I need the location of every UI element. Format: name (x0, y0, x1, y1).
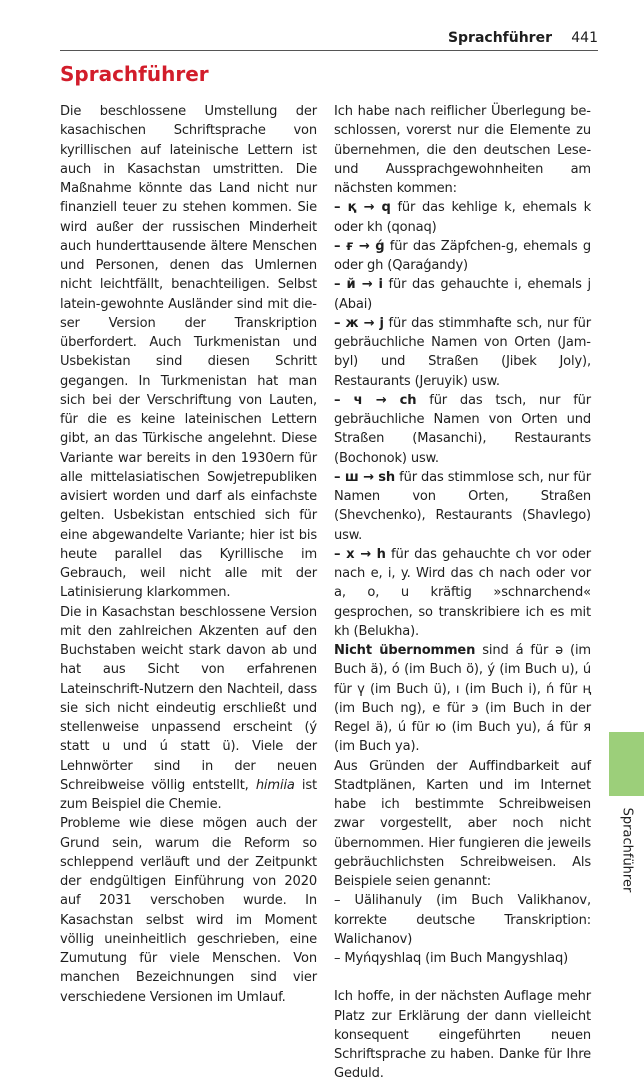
rule-mapping: – ч → ch (334, 392, 417, 408)
rule-text: für das gehauchte ch vor oder nach e, i, y. Wird das ch nach oder vor a, o, u kräftig »schnarchend« gesprochen, so transkribiere ich es mit kh (Belukha). (334, 546, 591, 639)
rule-mapping: – х → h (334, 546, 386, 562)
rule-mapping: – ш → sh (334, 469, 396, 485)
chapter-tab-marker (609, 732, 644, 796)
paragraph-reform-problems: Probleme wie diese mögen auch der Grund sein, warum die Reform so schleppend verläuft und der Zeitpunkt der endgültigen Einführung von 2020 auf 2031 verschoben wurde. In Kasachstan selbst wird im Moment völlig uneinheitlich geschrieben, eine Zumutung für viele Menschen. Von manchen Bezeichnungen sind vier verschiedene Versionen im Umlauf. (60, 816, 317, 1005)
paragraph-reasons: Aus Gründen der Auffindbarkeit auf Stadtplänen, Karten und im Internet habe ich bestimmte Schreibweisen zwar vorgestellt, aber noch nicht übernommen. Hier fungieren die jeweils gebräuchlichsten Schreibweisen. Als Beispiele seien genannt: (334, 758, 591, 889)
side-tab-label (609, 804, 644, 896)
side-tab-text: Sprachführer (619, 807, 634, 893)
rule-item (334, 468, 591, 545)
rule-item (334, 545, 591, 641)
rule-item (334, 275, 591, 314)
left-column (60, 102, 317, 1007)
paragraph-decision: Ich habe nach reiflicher Überlegung beschlossen, vorerst nur die Elemente zu übernehmen, die den deutschen Lese- und Aussprachgewohnheiten am nächsten kommen: (334, 104, 591, 196)
example-word: himiia (255, 777, 295, 793)
right-column (334, 102, 591, 1084)
not-adopted-text: sind á für ә (im Buch ä), ó (im Buch ö), ý (im Buch u), ú für ү (im Buch ü), ı (im Buch i), ń für ң (im Buch ng), e für э (im Buch in der Regel ä), ú für ю (im Buch yu), á für я (im Buch ya). (334, 643, 591, 755)
rule-mapping: – ғ → ǵ (334, 238, 385, 254)
running-title: Sprachführer (447, 30, 552, 46)
example-item: – Myńqyshlaq (im Buch Mangyshlaq) (334, 951, 569, 966)
paragraph-introduction: Die beschlossene Umstellung der kasachischen Schriftsprache von kyrillischen auf lateinische Lettern ist auch in Kasachstan umstritten. Die Maßnahme könnte das Land nicht nur finanziell teuer zu stehen kommen. Sie wird außer der russischen Minderheit auch hunderttausende ältere Menschen und Personen, denen das Umlernen nicht leichtfällt, benachteiligen. Selbst latein-gewohnte Ausländer sind mit dieser Version der Transkription überfordert. Auch Turkmenistan und Usbekistan sind diesen Schritt gegangen. In Turkmenistan hat man sich bei der Verschriftung von Lauten, für die es keine lateinischen Lettern gibt, an das Türkische angelehnt. Diese Variante war bereits in den 1930ern für alle mittelasiatischen Sowjetrepubliken avisiert worden und darf als einfachste gelten. Usbekistan entschied sich für eine abgewandelte Variante; hier ist bis heute parallel das Kyrillische im Gebrauch, weil nicht alle mit der Latinisierung klarkommen. (60, 104, 317, 601)
example-item: – Uälihanuly (im Buch Valikhanov, korrekte deutsche Transkription: Walichanov) (334, 893, 591, 947)
rule-mapping: – ж → j (334, 315, 384, 331)
rule-item (334, 391, 591, 468)
paragraph-not-adopted (334, 641, 591, 757)
rule-text: für das kehlige k, ehemals k oder kh (qonaq) (334, 200, 591, 235)
paragraph-text: Die in Kasachstan beschlossene Version mit den zahlreichen Akzenten auf den Buchstaben weicht stark davon ab und hat aus Sicht von erfahrenen Lateinschrift-Nutzern den Nachteil, dass sie sich nicht eindeutig erschließt und stellenweise unpassend erscheint (ý statt u und ú statt ü). Viele der Lehnwörter sind in der neuen Schreibweise völlig entstellt, (60, 604, 317, 793)
rule-item (334, 198, 591, 237)
paragraph-closing: Ich hoffe, in der nächsten Auflage mehr Platz zur Erklärung der dann vielleicht konsequent eingeführten neuen Schriftsprache zu haben. Danke für Ihre Geduld. (334, 989, 591, 1082)
running-header (60, 28, 598, 51)
paragraph-spacer (334, 968, 591, 987)
rule-text: für das tsch, nur für gebräuchliche Namen von Orten und Straßen (Masanchi), Restaurants (Bochonok) usw. (334, 392, 591, 466)
rule-text: für das stimmlose sch, nur für Namen von Orten, Straßen (Shevchenko), Restaurants (Shavlego) usw. (334, 469, 592, 543)
not-adopted-label: Nicht übernommen (334, 643, 476, 658)
paragraph-text: ist zum Beispiel die Chemie. (60, 777, 317, 812)
rule-text: für das stimmhafte sch, nur für gebräuchliche Namen von Orten (Jambyl) und Straßen (Jibek Joly), Restaurants (Jeruyik) usw. (334, 315, 591, 389)
chapter-title: Sprachführer (60, 62, 209, 86)
rule-item (334, 237, 591, 276)
paragraph-kazakh-version (60, 603, 317, 815)
rule-text: für das Zäpfchen-g, ehemals g oder gh (Qaraǵandy) (334, 238, 591, 273)
rule-mapping: – қ → q (334, 200, 391, 216)
rule-item (334, 314, 591, 391)
rule-mapping: – й → i (334, 277, 383, 293)
page-number: 441 (571, 30, 598, 46)
rule-text: für das gehauchte i, ehemals j (Abai) (334, 277, 591, 312)
